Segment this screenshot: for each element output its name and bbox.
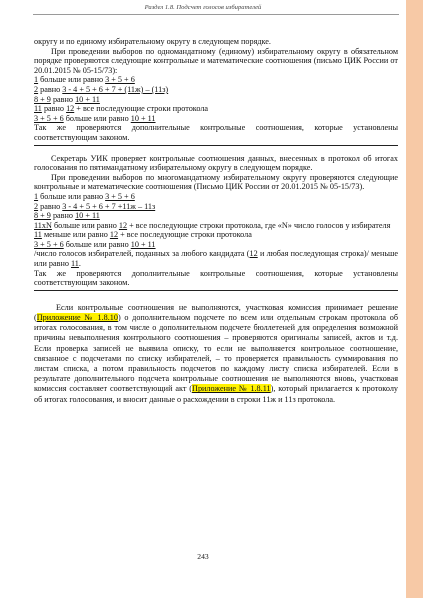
paragraph-single-district: При проведении выборов по одномандатному (единому) избирательному округу в обязательном порядке проверяются следующие контрольные и математические соотношения (письмо ЦИК России от 20.01.2015 № 05-15/73): — [34, 46, 398, 75]
additional-relations-note-2: Так же проверяются дополнительные контрольные соотношения, которые установлены соответствующим законом. — [34, 268, 398, 288]
list-item: 1 больше или равно 3 + 5 + 6 — [34, 75, 135, 85]
paragraph-multi-district: При проведении выборов по многомандатному избирательному округу проверяются следующие контрольные и математические соотношения (Письмо ЦИК России от 20.01.2015 № 05-15/73). — [34, 172, 398, 192]
paragraph-secretary: Секретарь УИК проверяет контрольные соотношения данных, внесенных в протокол об итогах голосования по пятимандатному избирательному округу в следующем порядке. — [34, 153, 398, 173]
appendix-link-1-8-10[interactable]: Приложение № 1.8.10 — [36, 313, 118, 323]
additional-relations-note-1: Так же проверяются дополнительные контрольные соотношения, которые установлены соответствующим законом. — [34, 123, 398, 142]
control-relations-list-1 — [34, 75, 398, 123]
decorative-sidebar — [406, 0, 423, 598]
list-item-last: /число голосов избирателей, поданных за любого кандидата (12 и любая последующая строка)/ меньше или равно 11. — [34, 249, 398, 269]
list-item: 3 + 5 + 6 больше или равно 10 + 11 — [34, 239, 156, 249]
list-item: 3 + 5 + 6 больше или равно 10 + 11 — [34, 113, 156, 123]
list-item: 11xN больше или равно 12 + все последующие строки протокола, где «N» число голосов у избирателя — [34, 220, 391, 230]
list-item: 1 больше или равно 3 + 5 + 6 — [34, 191, 135, 201]
header-divider — [33, 14, 399, 15]
page-number: 243 — [197, 552, 209, 561]
control-relations-list-2 — [34, 192, 398, 250]
list-item: 11 равно 12 + все последующие строки протокола — [34, 104, 209, 114]
list-item: 2 равно 3 - 4 + 5 + 6 + 7 + (11ж) – (11з) — [34, 84, 169, 94]
paragraph-failed-relations: Если контрольные соотношения не выполняются, участковая комиссия принимает решение (Приложение № 1.8.10) о дополнительном подсчете по всем или отдельным строкам протокола об итогах голосования, в том числе о дополнительном подсчете бюллетеней для определения возможной причины невыполнения контрольного соотношения – проверяются оригиналы записей, актов и т.д. Если проверка записей не выявила описку, то если не выполняется контрольное соотношение, связанное с подсчетами по списку избирателей, – то проверяется правильность суммирования по листам списка, а потом правильность подсчетов по каждому листу списка избирателей. Если в результате дополнительного подсчета контрольные соотношения не выполняются вновь, участковая комиссия составляет соответствующий акт (Приложение № 1.8.11), который прилагается к протоколу об итогах голосования, и вносит данные о расхождении в строки 11ж и 11з протокола. — [34, 302, 399, 404]
list-item: 2 равно 3 - 4 + 5 + 6 + 7 +11ж – 11з — [34, 201, 156, 211]
divider-line — [34, 145, 398, 146]
list-item: 8 + 9 равно 10 + 11 — [34, 211, 100, 221]
list-item: 11 меньше или равно 12 + все последующие строки протокола — [34, 230, 252, 240]
paragraph-continuation: округу и по единому избирательному округу в следующем порядке. — [34, 37, 271, 46]
appendix-link-1-8-11[interactable]: Приложение № 1.8.11 — [192, 384, 271, 394]
page-content — [34, 37, 398, 405]
divider-line — [34, 290, 398, 291]
list-item: 8 + 9 равно 10 + 11 — [34, 94, 100, 104]
running-header: Раздел 1.8. Подсчет голосов избирателей — [144, 4, 262, 11]
